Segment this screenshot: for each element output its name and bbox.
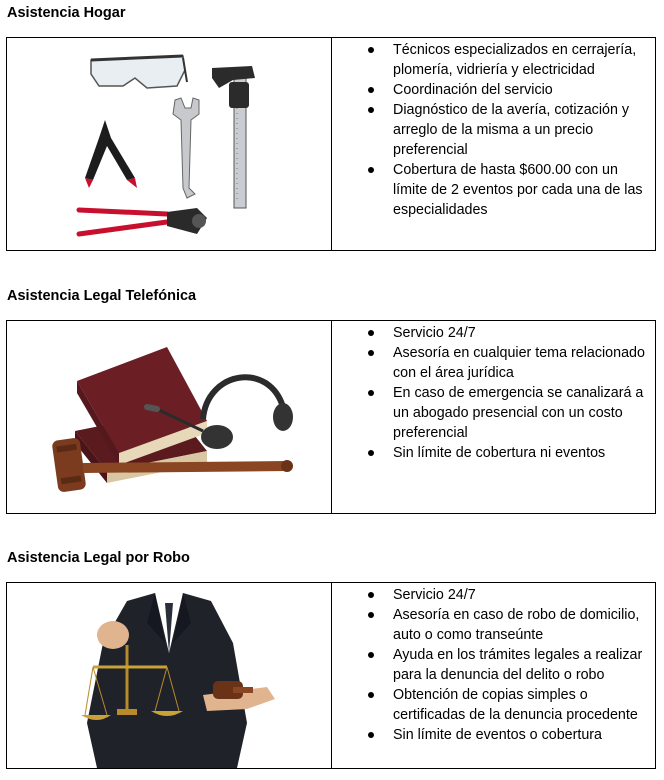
list-item: Ayuda en los trámites legales a realizar para la denuncia del delito o robo [393, 645, 649, 685]
list-item: Coordinación del servicio [393, 80, 649, 100]
section-title-legal-telefonica: Asistencia Legal Telefónica [7, 288, 197, 304]
section-box-legal-telefonica [6, 320, 656, 514]
lawyer-image [7, 583, 332, 768]
lawyer-suit-icon [87, 593, 247, 768]
pincers-icon [79, 208, 207, 234]
tools-image [7, 38, 332, 250]
section-text-hogar [332, 38, 655, 250]
list-item: Obtención de copias simples o certificadas de la denuncia procedente [393, 685, 649, 725]
legal-phone-image [7, 321, 332, 513]
section-title-hogar: Asistencia Hogar [7, 5, 126, 21]
list-item: Servicio 24/7 [393, 323, 649, 343]
list-item: Técnicos especializados en cerrajería, plomería, vidriería y electricidad [393, 40, 649, 80]
safety-glasses-icon [91, 56, 187, 88]
bullet-list-legal-telefonica [332, 323, 649, 463]
wrench-icon [173, 98, 199, 198]
caliper-icon [212, 66, 255, 208]
section-text-legal-telefonica [332, 321, 655, 513]
section-text-legal-robo [332, 583, 655, 768]
list-item: Asesoría en cualquier tema relacionado con el área jurídica [393, 343, 649, 383]
list-item: Cobertura de hasta $600.00 con un límite de 2 eventos por cada una de las especialidades [393, 160, 649, 220]
list-item: En caso de emergencia se canalizará a un abogado presencial con un costo preferencial [393, 383, 649, 443]
section-box-hogar [6, 37, 656, 251]
list-item: Sin límite de eventos o cobertura [393, 725, 649, 745]
list-item: Sin límite de cobertura ni eventos [393, 443, 649, 463]
list-item: Diagnóstico de la avería, cotización y arreglo de la misma a un precio preferencial [393, 100, 649, 160]
list-item: Asesoría en caso de robo de domicilio, auto o como transeúnte [393, 605, 649, 645]
section-title-legal-robo: Asistencia Legal por Robo [7, 550, 190, 566]
gavel-icon [203, 681, 275, 711]
spring-clamp-icon [85, 120, 137, 188]
bullet-list-hogar [332, 40, 649, 220]
bullet-list-legal-robo [332, 585, 649, 745]
section-box-legal-robo [6, 582, 656, 769]
list-item: Servicio 24/7 [393, 585, 649, 605]
